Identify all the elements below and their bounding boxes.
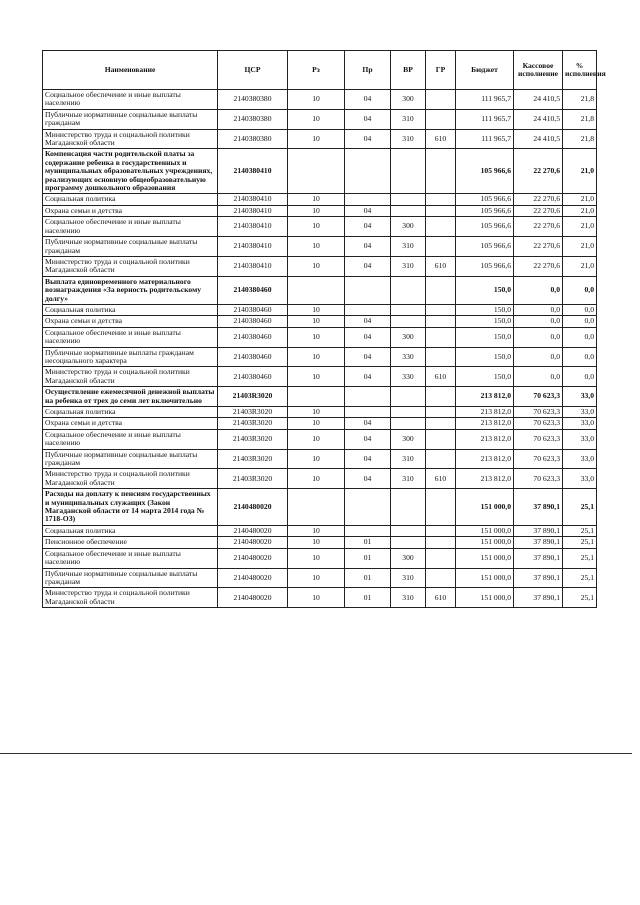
cell-name: Публичные нормативные выплаты гражданам несоциального характера bbox=[43, 347, 218, 367]
cell-budget: 111 965,7 bbox=[456, 129, 514, 149]
cell-pr: 01 bbox=[345, 537, 391, 548]
cell-vr bbox=[391, 537, 426, 548]
cell-rz bbox=[288, 149, 345, 194]
cell-rz: 10 bbox=[288, 568, 345, 588]
cell-cash: 37 890,1 bbox=[514, 588, 563, 608]
bottom-rule bbox=[0, 753, 632, 754]
cell-rz: 10 bbox=[288, 205, 345, 216]
cell-csr: 2140480020 bbox=[218, 489, 288, 526]
cell-name: Социальное обеспечение и иные выплаты населению bbox=[43, 327, 218, 347]
cell-vr bbox=[391, 525, 426, 536]
cell-cash: 37 890,1 bbox=[514, 548, 563, 568]
budget-document bbox=[42, 50, 606, 608]
header-gr: ГР bbox=[426, 51, 456, 90]
cell-percent: 0,0 bbox=[563, 347, 597, 367]
cell-vr bbox=[391, 149, 426, 194]
cell-cash: 0,0 bbox=[514, 316, 563, 327]
cell-gr bbox=[426, 109, 456, 129]
cell-pr: 04 bbox=[345, 367, 391, 387]
cell-percent: 21,8 bbox=[563, 90, 597, 110]
header-percent: % исполнения bbox=[563, 51, 597, 90]
table-row bbox=[43, 205, 597, 216]
cell-cash: 24 410,5 bbox=[514, 129, 563, 149]
table-row bbox=[43, 149, 597, 194]
budget-table bbox=[42, 50, 606, 608]
cell-percent: 33,0 bbox=[563, 387, 597, 407]
cell-vr: 300 bbox=[391, 90, 426, 110]
cell-gr bbox=[426, 387, 456, 407]
cell-name: Охрана семьи и детства bbox=[43, 316, 218, 327]
cell-vr: 310 bbox=[391, 449, 426, 469]
cell-name: Социальная политика bbox=[43, 304, 218, 315]
cell-rz: 10 bbox=[288, 407, 345, 418]
cell-budget: 151 000,0 bbox=[456, 568, 514, 588]
cell-csr: 21403R3020 bbox=[218, 418, 288, 429]
cell-gr bbox=[426, 489, 456, 526]
cell-vr bbox=[391, 489, 426, 526]
cell-rz: 10 bbox=[288, 316, 345, 327]
cell-csr: 2140480020 bbox=[218, 568, 288, 588]
cell-budget: 151 000,0 bbox=[456, 537, 514, 548]
cell-cash: 70 623,3 bbox=[514, 387, 563, 407]
cell-csr: 2140480020 bbox=[218, 537, 288, 548]
cell-rz bbox=[288, 276, 345, 304]
table-row bbox=[43, 194, 597, 205]
table-row bbox=[43, 256, 597, 276]
cell-pr bbox=[345, 149, 391, 194]
cell-csr: 2140480020 bbox=[218, 548, 288, 568]
table-row bbox=[43, 237, 597, 257]
cell-cash: 0,0 bbox=[514, 367, 563, 387]
cell-gr bbox=[426, 449, 456, 469]
cell-rz bbox=[288, 387, 345, 407]
cell-cash: 70 623,3 bbox=[514, 469, 563, 489]
cell-gr bbox=[426, 327, 456, 347]
cell-gr bbox=[426, 418, 456, 429]
cell-csr: 2140480020 bbox=[218, 525, 288, 536]
cell-vr: 310 bbox=[391, 568, 426, 588]
cell-pr: 04 bbox=[345, 237, 391, 257]
cell-csr: 2140380460 bbox=[218, 347, 288, 367]
cell-budget: 213 812,0 bbox=[456, 407, 514, 418]
cell-csr: 2140380460 bbox=[218, 327, 288, 347]
cell-vr bbox=[391, 407, 426, 418]
cell-budget: 105 966,6 bbox=[456, 256, 514, 276]
cell-name: Социальная политика bbox=[43, 525, 218, 536]
cell-gr bbox=[426, 205, 456, 216]
cell-cash: 37 890,1 bbox=[514, 537, 563, 548]
cell-csr: 21403R3020 bbox=[218, 449, 288, 469]
cell-cash: 0,0 bbox=[514, 327, 563, 347]
cell-csr: 2140380380 bbox=[218, 129, 288, 149]
header-cash-execution: Кассовое исполнение bbox=[514, 51, 563, 90]
cell-cash: 70 623,3 bbox=[514, 418, 563, 429]
cell-percent: 33,0 bbox=[563, 418, 597, 429]
cell-vr bbox=[391, 276, 426, 304]
cell-pr: 04 bbox=[345, 316, 391, 327]
cell-rz: 10 bbox=[288, 418, 345, 429]
cell-vr: 310 bbox=[391, 129, 426, 149]
cell-pr bbox=[345, 194, 391, 205]
cell-budget: 105 966,6 bbox=[456, 194, 514, 205]
cell-rz: 10 bbox=[288, 237, 345, 257]
cell-percent: 0,0 bbox=[563, 367, 597, 387]
cell-csr: 2140380410 bbox=[218, 149, 288, 194]
cell-rz: 10 bbox=[288, 588, 345, 608]
cell-vr: 300 bbox=[391, 327, 426, 347]
cell-vr: 310 bbox=[391, 237, 426, 257]
table-row bbox=[43, 316, 597, 327]
cell-rz: 10 bbox=[288, 537, 345, 548]
cell-cash: 37 890,1 bbox=[514, 489, 563, 526]
cell-budget: 150,0 bbox=[456, 327, 514, 347]
cell-name: Публичные нормативные социальные выплаты гражданам bbox=[43, 109, 218, 129]
cell-rz: 10 bbox=[288, 327, 345, 347]
cell-budget: 105 966,6 bbox=[456, 205, 514, 216]
cell-pr: 04 bbox=[345, 109, 391, 129]
cell-percent: 21,8 bbox=[563, 109, 597, 129]
table-row bbox=[43, 537, 597, 548]
cell-vr: 330 bbox=[391, 347, 426, 367]
cell-gr bbox=[426, 276, 456, 304]
cell-cash: 0,0 bbox=[514, 276, 563, 304]
cell-cash: 37 890,1 bbox=[514, 568, 563, 588]
cell-pr: 04 bbox=[345, 327, 391, 347]
cell-vr bbox=[391, 316, 426, 327]
cell-pr bbox=[345, 276, 391, 304]
cell-cash: 37 890,1 bbox=[514, 525, 563, 536]
cell-cash: 22 270,6 bbox=[514, 205, 563, 216]
cell-csr: 21403R3020 bbox=[218, 429, 288, 449]
cell-gr bbox=[426, 316, 456, 327]
cell-percent: 0,0 bbox=[563, 276, 597, 304]
cell-percent: 0,0 bbox=[563, 316, 597, 327]
table-row bbox=[43, 109, 597, 129]
cell-gr bbox=[426, 347, 456, 367]
cell-cash: 70 623,3 bbox=[514, 407, 563, 418]
table-header-row bbox=[43, 51, 597, 90]
cell-vr: 300 bbox=[391, 548, 426, 568]
cell-csr: 2140380460 bbox=[218, 276, 288, 304]
cell-percent: 21,8 bbox=[563, 129, 597, 149]
cell-rz: 10 bbox=[288, 449, 345, 469]
cell-csr: 2140380410 bbox=[218, 205, 288, 216]
cell-rz: 10 bbox=[288, 217, 345, 237]
cell-percent: 21,0 bbox=[563, 194, 597, 205]
cell-csr: 2140480020 bbox=[218, 588, 288, 608]
cell-cash: 22 270,6 bbox=[514, 149, 563, 194]
cell-vr bbox=[391, 304, 426, 315]
cell-budget: 213 812,0 bbox=[456, 449, 514, 469]
cell-gr bbox=[426, 194, 456, 205]
cell-csr: 2140380460 bbox=[218, 367, 288, 387]
cell-pr: 04 bbox=[345, 347, 391, 367]
cell-percent: 0,0 bbox=[563, 304, 597, 315]
cell-pr: 04 bbox=[345, 469, 391, 489]
cell-csr: 2140380380 bbox=[218, 109, 288, 129]
cell-name: Министерство труда и социальной политики Магаданской области bbox=[43, 588, 218, 608]
cell-vr: 310 bbox=[391, 469, 426, 489]
cell-percent: 25,1 bbox=[563, 525, 597, 536]
cell-name: Выплата единовременного материального вознаграждения «За верность родительскому долгу» bbox=[43, 276, 218, 304]
cell-csr: 2140380410 bbox=[218, 256, 288, 276]
cell-vr: 330 bbox=[391, 367, 426, 387]
cell-percent: 33,0 bbox=[563, 469, 597, 489]
cell-percent: 25,1 bbox=[563, 537, 597, 548]
cell-vr: 310 bbox=[391, 109, 426, 129]
cell-cash: 22 270,6 bbox=[514, 217, 563, 237]
cell-name: Компенсация части родительской платы за содержание ребенка в государственных и муниципальных образовательных учреждениях, реализующих основную общеобразовательную программу дошкольного образования bbox=[43, 149, 218, 194]
cell-vr: 310 bbox=[391, 588, 426, 608]
cell-gr bbox=[426, 537, 456, 548]
cell-budget: 151 000,0 bbox=[456, 525, 514, 536]
table-row bbox=[43, 407, 597, 418]
cell-name: Публичные нормативные социальные выплаты гражданам bbox=[43, 237, 218, 257]
cell-csr: 2140380410 bbox=[218, 217, 288, 237]
header-name: Наименование bbox=[43, 51, 218, 90]
table-row bbox=[43, 90, 597, 110]
cell-gr: 610 bbox=[426, 129, 456, 149]
table-row bbox=[43, 469, 597, 489]
cell-rz: 10 bbox=[288, 109, 345, 129]
cell-percent: 21,0 bbox=[563, 237, 597, 257]
cell-name: Социальная политика bbox=[43, 407, 218, 418]
cell-gr bbox=[426, 407, 456, 418]
table-row bbox=[43, 568, 597, 588]
cell-gr bbox=[426, 548, 456, 568]
cell-rz: 10 bbox=[288, 429, 345, 449]
cell-gr bbox=[426, 525, 456, 536]
table-row bbox=[43, 387, 597, 407]
cell-name: Социальное обеспечение и иные выплаты населению bbox=[43, 217, 218, 237]
cell-pr: 04 bbox=[345, 256, 391, 276]
cell-percent: 33,0 bbox=[563, 429, 597, 449]
cell-name: Пенсионное обеспечение bbox=[43, 537, 218, 548]
cell-pr: 04 bbox=[345, 429, 391, 449]
cell-pr: 04 bbox=[345, 418, 391, 429]
cell-budget: 111 965,7 bbox=[456, 109, 514, 129]
cell-name: Осуществление ежемесячной денежной выплаты на ребенка от трех до семи лет включительно bbox=[43, 387, 218, 407]
cell-percent: 33,0 bbox=[563, 449, 597, 469]
cell-name: Публичные нормативные социальные выплаты гражданам bbox=[43, 449, 218, 469]
cell-rz bbox=[288, 489, 345, 526]
cell-pr: 01 bbox=[345, 568, 391, 588]
cell-pr: 04 bbox=[345, 449, 391, 469]
cell-pr bbox=[345, 525, 391, 536]
cell-gr bbox=[426, 149, 456, 194]
cell-budget: 213 812,0 bbox=[456, 387, 514, 407]
header-pr: Пр bbox=[345, 51, 391, 90]
cell-name: Социальное обеспечение и иные выплаты населению bbox=[43, 429, 218, 449]
cell-percent: 33,0 bbox=[563, 407, 597, 418]
table-row bbox=[43, 367, 597, 387]
cell-cash: 70 623,3 bbox=[514, 449, 563, 469]
cell-cash: 22 270,6 bbox=[514, 237, 563, 257]
cell-budget: 151 000,0 bbox=[456, 588, 514, 608]
table-row bbox=[43, 525, 597, 536]
cell-pr bbox=[345, 407, 391, 418]
cell-rz: 10 bbox=[288, 304, 345, 315]
cell-pr: 04 bbox=[345, 217, 391, 237]
header-budget: Бюджет bbox=[456, 51, 514, 90]
table-row bbox=[43, 304, 597, 315]
cell-csr: 21403R3020 bbox=[218, 469, 288, 489]
cell-vr bbox=[391, 418, 426, 429]
table-row bbox=[43, 129, 597, 149]
cell-csr: 21403R3020 bbox=[218, 387, 288, 407]
table-row bbox=[43, 276, 597, 304]
cell-rz: 10 bbox=[288, 129, 345, 149]
table-row bbox=[43, 548, 597, 568]
cell-budget: 150,0 bbox=[456, 316, 514, 327]
cell-budget: 151 000,0 bbox=[456, 489, 514, 526]
cell-gr bbox=[426, 90, 456, 110]
cell-budget: 105 966,6 bbox=[456, 217, 514, 237]
cell-rz: 10 bbox=[288, 548, 345, 568]
table-row bbox=[43, 489, 597, 526]
cell-percent: 25,1 bbox=[563, 588, 597, 608]
cell-cash: 24 410,5 bbox=[514, 109, 563, 129]
cell-vr bbox=[391, 194, 426, 205]
cell-pr: 01 bbox=[345, 548, 391, 568]
table-row bbox=[43, 449, 597, 469]
cell-name: Министерство труда и социальной политики Магаданской области bbox=[43, 129, 218, 149]
cell-csr: 2140380460 bbox=[218, 316, 288, 327]
cell-budget: 150,0 bbox=[456, 347, 514, 367]
cell-budget: 105 966,6 bbox=[456, 237, 514, 257]
cell-gr: 610 bbox=[426, 588, 456, 608]
cell-name: Охрана семьи и детства bbox=[43, 205, 218, 216]
cell-cash: 0,0 bbox=[514, 347, 563, 367]
table-row bbox=[43, 217, 597, 237]
cell-budget: 150,0 bbox=[456, 304, 514, 315]
table-row bbox=[43, 588, 597, 608]
cell-pr: 04 bbox=[345, 90, 391, 110]
table-row bbox=[43, 418, 597, 429]
cell-cash: 70 623,3 bbox=[514, 429, 563, 449]
cell-csr: 2140380410 bbox=[218, 194, 288, 205]
cell-percent: 21,0 bbox=[563, 205, 597, 216]
cell-pr: 01 bbox=[345, 588, 391, 608]
cell-pr bbox=[345, 387, 391, 407]
cell-gr: 610 bbox=[426, 367, 456, 387]
cell-gr: 610 bbox=[426, 256, 456, 276]
cell-rz: 10 bbox=[288, 469, 345, 489]
cell-pr: 04 bbox=[345, 205, 391, 216]
cell-rz: 10 bbox=[288, 194, 345, 205]
cell-percent: 25,1 bbox=[563, 548, 597, 568]
cell-budget: 111 965,7 bbox=[456, 90, 514, 110]
table-body bbox=[43, 90, 597, 608]
cell-budget: 213 812,0 bbox=[456, 418, 514, 429]
cell-budget: 213 812,0 bbox=[456, 429, 514, 449]
cell-gr bbox=[426, 429, 456, 449]
cell-percent: 0,0 bbox=[563, 327, 597, 347]
cell-percent: 21,0 bbox=[563, 256, 597, 276]
cell-rz: 10 bbox=[288, 525, 345, 536]
cell-pr: 04 bbox=[345, 129, 391, 149]
cell-csr: 21403R3020 bbox=[218, 407, 288, 418]
cell-pr bbox=[345, 489, 391, 526]
cell-name: Министерство труда и социальной политики Магаданской области bbox=[43, 256, 218, 276]
cell-percent: 25,1 bbox=[563, 568, 597, 588]
header-csr: ЦСР bbox=[218, 51, 288, 90]
cell-name: Расходы на доплату к пенсиям государственных и муниципальных служащих (Закон Магаданской области от 14 марта 2014 года № 1718-ОЗ) bbox=[43, 489, 218, 526]
table-row bbox=[43, 429, 597, 449]
header-rz: Рз bbox=[288, 51, 345, 90]
cell-name: Социальная политика bbox=[43, 194, 218, 205]
cell-percent: 25,1 bbox=[563, 489, 597, 526]
cell-name: Министерство труда и социальной политики Магаданской области bbox=[43, 469, 218, 489]
cell-cash: 24 410,5 bbox=[514, 90, 563, 110]
cell-budget: 105 966,6 bbox=[456, 149, 514, 194]
cell-vr bbox=[391, 205, 426, 216]
cell-budget: 150,0 bbox=[456, 276, 514, 304]
cell-rz: 10 bbox=[288, 367, 345, 387]
cell-gr: 610 bbox=[426, 469, 456, 489]
cell-gr bbox=[426, 237, 456, 257]
cell-gr bbox=[426, 304, 456, 315]
cell-name: Министерство труда и социальной политики Магаданской области bbox=[43, 367, 218, 387]
cell-pr bbox=[345, 304, 391, 315]
cell-vr: 300 bbox=[391, 429, 426, 449]
cell-name: Публичные нормативные социальные выплаты гражданам bbox=[43, 568, 218, 588]
cell-rz: 10 bbox=[288, 347, 345, 367]
cell-rz: 10 bbox=[288, 90, 345, 110]
cell-budget: 213 812,0 bbox=[456, 469, 514, 489]
cell-budget: 151 000,0 bbox=[456, 548, 514, 568]
cell-vr: 300 bbox=[391, 217, 426, 237]
cell-percent: 21,0 bbox=[563, 149, 597, 194]
cell-vr bbox=[391, 387, 426, 407]
cell-gr bbox=[426, 217, 456, 237]
cell-csr: 2140380410 bbox=[218, 237, 288, 257]
cell-percent: 21,0 bbox=[563, 217, 597, 237]
table-row bbox=[43, 327, 597, 347]
cell-name: Охрана семьи и детства bbox=[43, 418, 218, 429]
cell-csr: 2140380460 bbox=[218, 304, 288, 315]
cell-name: Социальное обеспечение и иные выплаты населению bbox=[43, 548, 218, 568]
cell-gr bbox=[426, 568, 456, 588]
cell-name: Социальное обеспечение и иные выплаты населению bbox=[43, 90, 218, 110]
cell-cash: 22 270,6 bbox=[514, 194, 563, 205]
cell-cash: 22 270,6 bbox=[514, 256, 563, 276]
cell-csr: 2140380380 bbox=[218, 90, 288, 110]
header-vr: ВР bbox=[391, 51, 426, 90]
cell-rz: 10 bbox=[288, 256, 345, 276]
table-row bbox=[43, 347, 597, 367]
cell-budget: 150,0 bbox=[456, 367, 514, 387]
cell-cash: 0,0 bbox=[514, 304, 563, 315]
cell-vr: 310 bbox=[391, 256, 426, 276]
